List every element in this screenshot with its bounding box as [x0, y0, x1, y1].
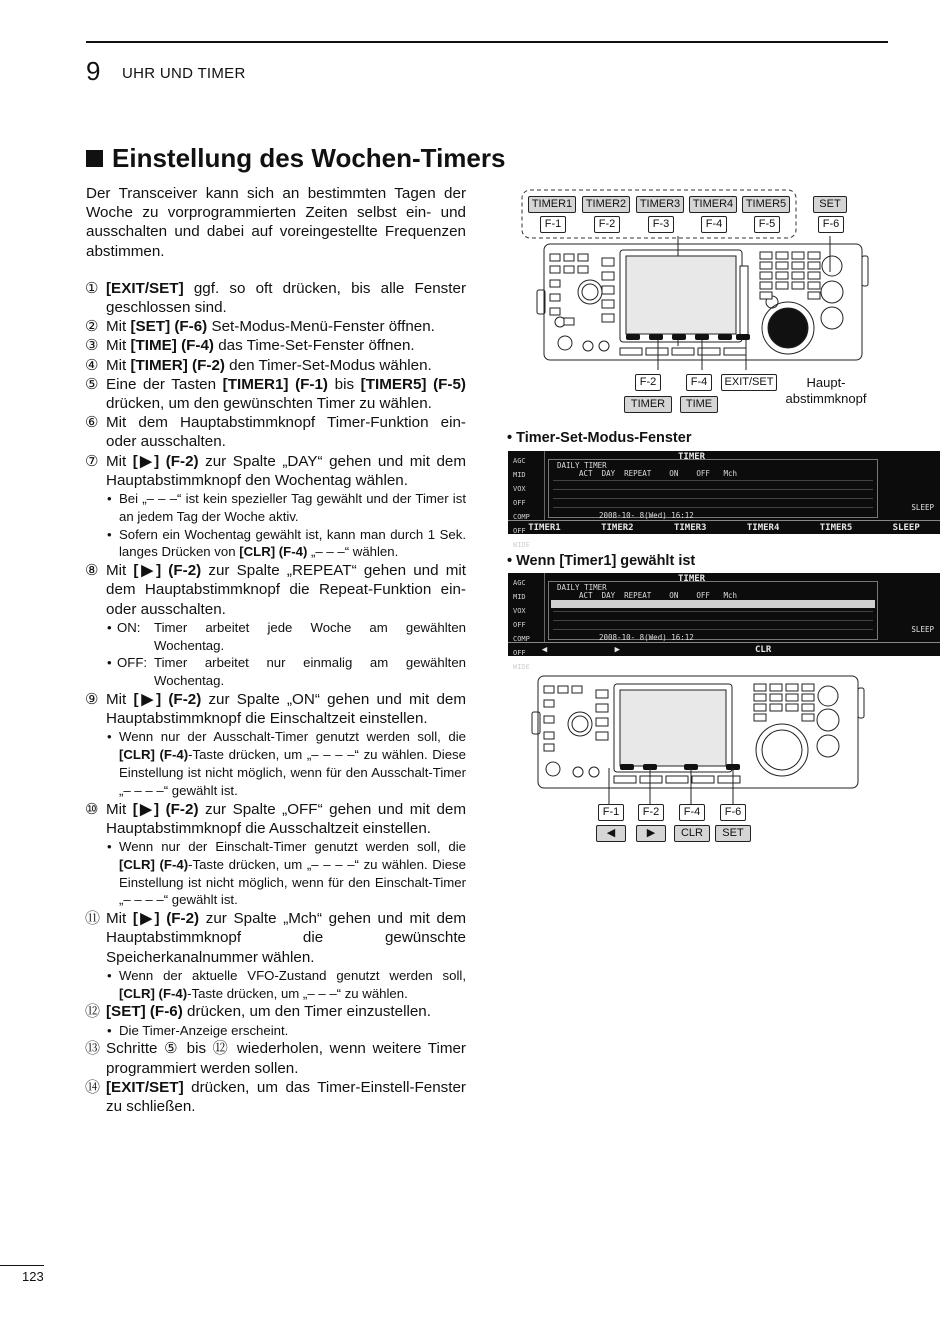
- transceiver-illustration-bottom: [530, 672, 876, 806]
- timer3-button: TIMER3: [636, 196, 684, 213]
- caption-timer-set-window: • Timer-Set-Modus-Fenster: [507, 430, 692, 446]
- header-rule: [86, 41, 888, 43]
- step-11-note: • Wenn der aktuelle VFO-Zustand genutzt werden soll, [CLR] (F-4)-Taste drücken, um „– – –“ zu wählen.: [107, 967, 466, 1001]
- step-12-note: • Die Timer-Anzeige erscheint.: [107, 1022, 289, 1038]
- set-button-bottom: SET: [715, 825, 751, 842]
- screen-title: TIMER: [678, 452, 706, 462]
- screen-title: TIMER: [678, 574, 706, 584]
- step-8-note-on: • ON: Timer arbeitet jede Woche am gewählten Wochentag.: [107, 619, 466, 653]
- f1-key: F-1: [540, 216, 566, 233]
- step-5: ⑤ Eine der Tasten [TIMER1] (F-1) bis [TIMER5] (F-5) drücken, um den gewünschten Timer zu wählen.: [85, 375, 466, 413]
- right-arrow-button: ▶: [636, 825, 666, 842]
- step-10-note: • Wenn nur der Einschalt-Timer genutzt werden soll, die [CLR] (F-4)-Taste drücken, um „– – – –“ zu wählen. Diese Einstellung ist nicht möglich, wenn für den Einschalt-Timer „– – – –“ gewählt ist.: [107, 839, 466, 908]
- timer5-button: TIMER5: [742, 196, 790, 213]
- chapter-title: UHR UND TIMER: [122, 65, 246, 82]
- timer4-button: TIMER4: [689, 196, 737, 213]
- screen-sleep-label: SLEEP: [911, 625, 934, 634]
- step-4: ④ Mit [TIMER] (F-2) den Timer-Set-Modus wählen.: [85, 356, 432, 374]
- page-number: 123: [22, 1269, 44, 1284]
- screen-side-labels: AGC MID VOX OFF COMP OFF WIDE: [508, 573, 545, 642]
- intro-paragraph: Der Transceiver kann sich an bestimmten Tagen der Woche zu vorprogrammierten Zeiten selbst ein- und ausschalten und dabei auf voreingestellte Frequenzen abstimmen.: [86, 185, 466, 260]
- screen-timer-table: DAILY TIMER ACT DAY REPEAT ON OFF Mch 2008-10- 8(Wed) 16:12: [548, 581, 878, 640]
- step-11: ⑪ Mit [▶] (F-2) zur Spalte „Mch“ gehen und mit dem Hauptabstimmknopf die gewünschte Speicherkanalnummer wählen.: [85, 910, 466, 966]
- f2-key-bottom: F-2: [638, 804, 664, 821]
- screen-side-labels: AGC MID VOX OFF COMP OFF WIDE: [508, 451, 545, 520]
- step-1: ① [EXIT/SET] ggf. so oft drücken, bis alle Fenster geschlossen sind.: [85, 279, 466, 317]
- section-heading: [86, 143, 505, 174]
- timer-button: TIMER: [624, 396, 672, 413]
- f4-key-bottom: F-4: [679, 804, 705, 821]
- bottom-f2-key: F-2: [635, 374, 661, 391]
- main-dial-label: Haupt- abstimmknopf: [785, 375, 867, 406]
- timer2-button: TIMER2: [582, 196, 630, 213]
- exit-set-key: EXIT/SET: [721, 374, 777, 391]
- step-7-note-2: • Sofern ein Wochentag gewählt ist, kann man durch 1 Sek. langes Drücken von [CLR] (F-4) „– – –“ wählen.: [107, 526, 466, 560]
- instruction-column: [86, 184, 466, 1116]
- timer-keys-bracket: [520, 186, 800, 242]
- step-8-note-off: • OFF: Timer arbeitet nur einmalig am gewählten Wochentag.: [107, 655, 466, 689]
- step-14: ⑭ [EXIT/SET] drücken, um das Timer-Einstell-Fenster zu schließen.: [85, 1078, 466, 1116]
- step-9-note: • Wenn nur der Ausschalt-Timer genutzt werden soll, die [CLR] (F-4)-Taste drücken, um „– – – –“ zu wählen. Diese Einstellung ist nicht möglich, wenn für den Ausschalt-Timer „– – – –“ gewählt ist.: [107, 729, 466, 798]
- timer1-selected-screen: [508, 573, 940, 671]
- screen-function-bar: ◀ ▶ CLR: [508, 642, 940, 656]
- step-3: ③ Mit [TIME] (F-4) das Time-Set-Fenster öffnen.: [85, 337, 415, 355]
- f5-key: F-5: [754, 216, 780, 233]
- transceiver-illustration-top: [534, 236, 874, 376]
- step-10: ⑩ Mit [▶] (F-2) zur Spalte „OFF“ gehen und mit dem Hauptabstimmknopf die Ausschaltzeit einstellen.: [85, 800, 466, 837]
- f6-key: F-6: [818, 216, 844, 233]
- chapter-number: 9: [86, 56, 101, 86]
- f4-key: F-4: [701, 216, 727, 233]
- step-8: ⑧ Mit [▶] (F-2) zur Spalte „REPEAT“ gehen und mit dem Hauptabstimmknopf die Repeat-Funktion ein- oder ausschalten.: [85, 562, 466, 618]
- bottom-f4-key: F-4: [686, 374, 712, 391]
- set-button: SET: [813, 196, 847, 213]
- step-12: ⑫ [SET] (F-6) drücken, um den Timer einzustellen.: [85, 1003, 431, 1021]
- clr-button: CLR: [674, 825, 710, 842]
- f3-key: F-3: [648, 216, 674, 233]
- selected-timer-row: [551, 600, 875, 608]
- square-bullet-icon: [86, 150, 103, 167]
- time-button: TIME: [680, 396, 718, 413]
- timer-set-screen: [508, 451, 940, 549]
- caption-timer1-selected: • Wenn [Timer1] gewählt ist: [507, 553, 696, 569]
- step-7: ⑦ Mit [▶] (F-2) zur Spalte „DAY“ gehen und mit dem Hauptabstimmknopf den Wochentag wählen.: [85, 452, 467, 489]
- screen-timer-table: DAILY TIMER ACT DAY REPEAT ON OFF Mch 2008-10- 8(Wed) 16:12: [548, 459, 878, 518]
- step-2: ② Mit [SET] (F-6) Set-Modus-Menü-Fenster öffnen.: [85, 318, 435, 336]
- step-6: ⑥ Mit dem Hauptabstimmknopf Timer-Funktion ein- oder ausschalten.: [85, 414, 466, 451]
- f1-key-bottom: F-1: [598, 804, 624, 821]
- timer1-button: TIMER1: [528, 196, 576, 213]
- page-number-rule: [0, 1265, 44, 1266]
- f6-key-bottom: F-6: [720, 804, 746, 821]
- f2-key: F-2: [594, 216, 620, 233]
- step-7-note-1: • Bei „– – –“ ist kein spezieller Tag gewählt und der Timer ist an jedem Tag der Woche aktiv.: [107, 491, 466, 524]
- screen-sleep-label: SLEEP: [911, 503, 934, 512]
- section-title: Einstellung des Wochen-Timers: [112, 143, 506, 173]
- left-arrow-button: ◀: [596, 825, 626, 842]
- screen-function-bar: TIMER1 TIMER2 TIMER3 TIMER4 TIMER5 SLEEP: [508, 520, 940, 534]
- step-9: ⑨ Mit [▶] (F-2) zur Spalte „ON“ gehen und mit dem Hauptabstimmknopf die Einschaltzeit einstellen.: [85, 691, 466, 728]
- step-13: ⑬ Schritte ⑤ bis ⑫ wiederholen, wenn weitere Timer programmiert werden sollen.: [85, 1040, 466, 1077]
